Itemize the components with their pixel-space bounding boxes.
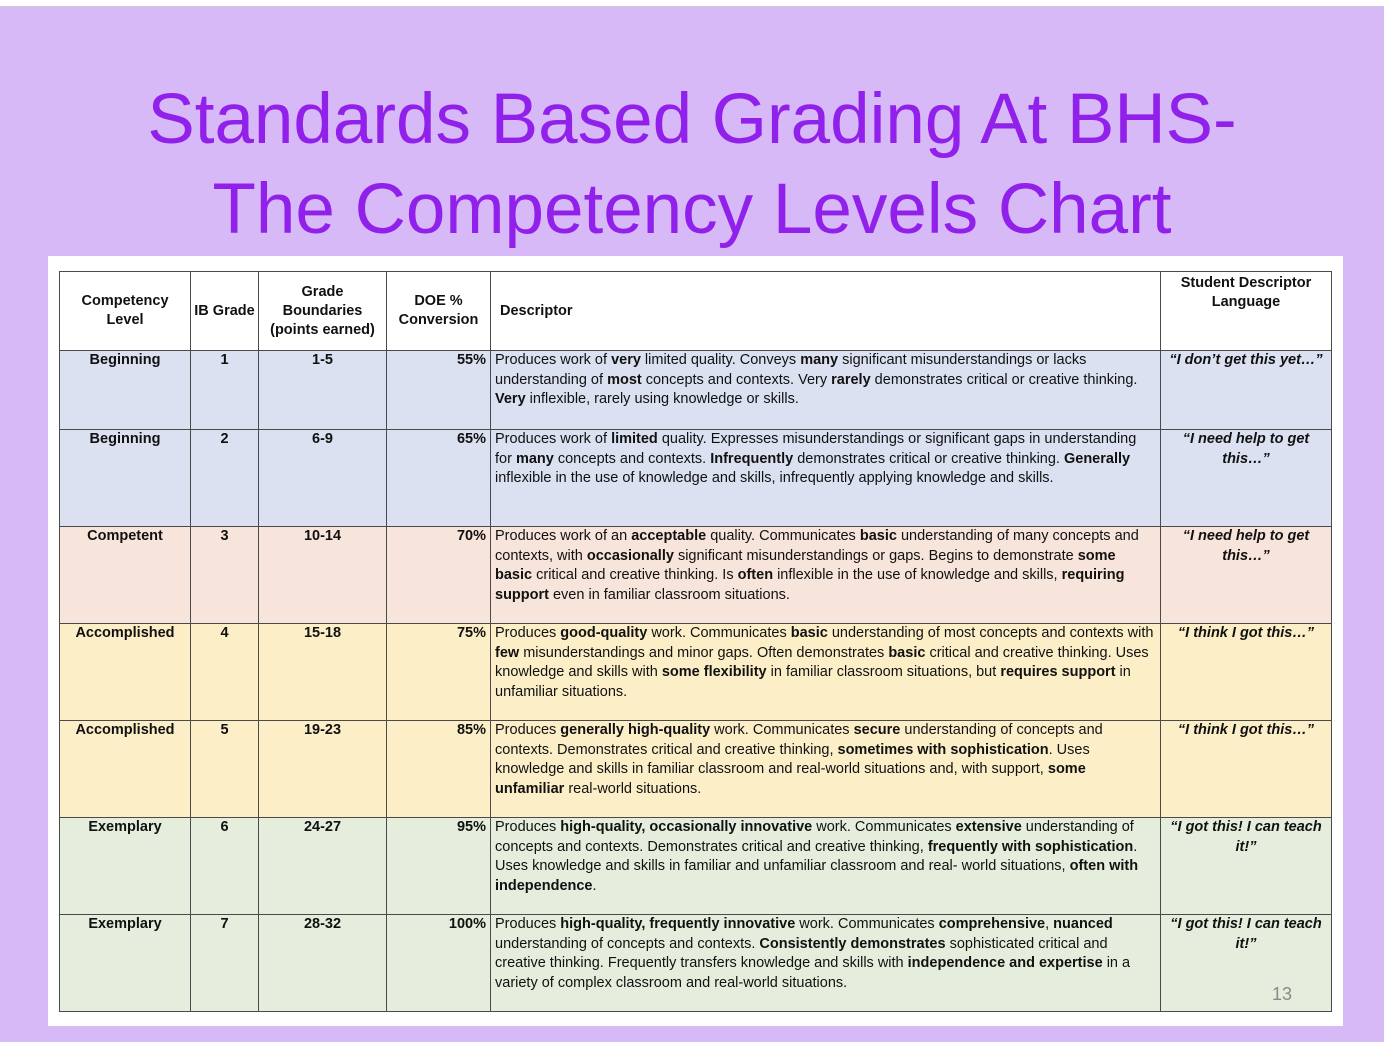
- descriptor-emphasis: frequently with sophistication: [927, 838, 1134, 855]
- descriptor-text: in unfamiliar situations.: [495, 664, 1131, 700]
- grade-boundaries-cell: 10-14: [259, 527, 387, 624]
- descriptor-text: Produces work of: [495, 431, 612, 447]
- descriptor-emphasis: secure: [853, 722, 901, 738]
- grade-boundaries-cell: 15-18: [259, 624, 387, 721]
- descriptor-text: understanding of concepts and contexts.: [495, 935, 760, 952]
- header-ib-grade: IB Grade: [191, 272, 259, 351]
- descriptor-text: Produces: [495, 819, 561, 835]
- descriptor-text: ,: [1045, 916, 1054, 932]
- descriptor-emphasis: often: [737, 567, 774, 584]
- descriptor-emphasis: basic: [859, 528, 897, 544]
- descriptor-emphasis: basic: [790, 625, 828, 641]
- descriptor-text: critical and creative thinking. Uses knowledge and skills with: [495, 644, 1149, 681]
- descriptor-cell: [491, 527, 1161, 624]
- descriptor-emphasis: very: [611, 352, 641, 368]
- doe-conversion-cell: 65%: [387, 430, 491, 527]
- table-header-row: [60, 272, 1332, 351]
- descriptor-text: inflexible in the use of knowledge and skills, infrequently applying knowledge and skills.: [495, 470, 1054, 487]
- doe-conversion-cell: 95%: [387, 818, 491, 915]
- student-descriptor-cell: “I need help to get this…”: [1161, 527, 1332, 624]
- descriptor-text: work. Communicates: [812, 819, 956, 835]
- competency-level-cell: Beginning: [60, 351, 191, 430]
- header-student-descriptor: Student Descriptor Language: [1161, 272, 1332, 351]
- descriptor-text: significant misunderstandings or gaps. Begins to demonstrate: [673, 547, 1078, 564]
- doe-conversion-cell: 70%: [387, 527, 491, 624]
- descriptor-text: sophisticated critical and creative thinking. Frequently transfers knowledge and skills with: [495, 935, 1108, 972]
- descriptor-emphasis: good-quality: [560, 625, 648, 641]
- grade-boundaries-cell: 6-9: [259, 430, 387, 527]
- descriptor-emphasis: basic: [888, 644, 926, 661]
- descriptor-text: significant misunderstandings or lacks understanding of: [495, 352, 1087, 388]
- competency-level-cell: Competent: [60, 527, 191, 624]
- ib-grade-cell: 6: [191, 818, 259, 915]
- slide-title: [0, 75, 1384, 255]
- descriptor-emphasis: Infrequently: [710, 450, 794, 467]
- grade-boundaries-cell: 28-32: [259, 915, 387, 1012]
- header-grade-boundaries: Grade Boundaries (points earned): [259, 272, 387, 351]
- descriptor-emphasis: requires support: [1000, 664, 1116, 681]
- descriptor-emphasis: many: [515, 450, 554, 467]
- descriptor-emphasis: generally high-quality: [560, 722, 711, 738]
- descriptor-text: Produces work of: [495, 352, 612, 368]
- student-descriptor-cell: “I don’t get this yet…”: [1161, 351, 1332, 430]
- table-row: [60, 527, 1332, 624]
- descriptor-emphasis: many: [800, 352, 839, 368]
- descriptor-text: Produces work of an: [495, 528, 632, 544]
- header-descriptor: Descriptor: [491, 272, 1161, 351]
- descriptor-text: in familiar classroom situations, but: [766, 664, 1001, 681]
- student-descriptor-cell: “I think I got this…”: [1161, 721, 1332, 818]
- descriptor-text: work. Communicates: [647, 625, 791, 641]
- descriptor-emphasis: occasionally: [586, 547, 674, 564]
- table-row: [60, 351, 1332, 430]
- competency-level-cell: Exemplary: [60, 818, 191, 915]
- descriptor-emphasis: independence and expertise: [907, 955, 1103, 972]
- descriptor-text: concepts and contexts.: [553, 450, 711, 467]
- header-competency-level: Competency Level: [60, 272, 191, 351]
- ib-grade-cell: 4: [191, 624, 259, 721]
- descriptor-text: demonstrates critical or creative thinking.: [870, 371, 1138, 388]
- descriptor-emphasis: acceptable: [631, 528, 707, 544]
- descriptor-text: understanding of many concepts and contexts, with: [495, 528, 1139, 564]
- descriptor-text: understanding of most concepts and contexts with: [827, 625, 1154, 641]
- student-descriptor-cell: “I got this! I can teach it!”: [1161, 915, 1332, 1012]
- descriptor-text: quality. Expresses misunderstandings or significant gaps in understanding for: [495, 431, 1137, 467]
- descriptor-emphasis: Generally: [1063, 450, 1131, 467]
- descriptor-emphasis: limited: [611, 431, 658, 447]
- descriptor-text: inflexible in the use of knowledge and skills,: [773, 567, 1062, 584]
- doe-conversion-cell: 55%: [387, 351, 491, 430]
- ib-grade-cell: 2: [191, 430, 259, 527]
- descriptor-cell: [491, 430, 1161, 527]
- descriptor-emphasis: Consistently demonstrates: [759, 935, 946, 952]
- descriptor-text: Produces: [495, 625, 561, 641]
- descriptor-emphasis: sometimes with sophistication: [837, 741, 1049, 758]
- descriptor-text: inflexible, rarely using knowledge or skills.: [525, 391, 799, 408]
- descriptor-emphasis: extensive: [955, 819, 1022, 835]
- ib-grade-cell: 3: [191, 527, 259, 624]
- descriptor-text: limited quality. Conveys: [640, 352, 801, 368]
- descriptor-text: work. Communicates: [795, 916, 939, 932]
- descriptor-text: misunderstandings and minor gaps. Often demonstrates: [519, 644, 889, 661]
- descriptor-cell: [491, 351, 1161, 430]
- descriptor-text: . Uses knowledge and skills in familiar and unfamiliar classroom and real- world situations,: [495, 838, 1138, 875]
- descriptor-emphasis: high-quality, occasionally innovative: [560, 819, 813, 835]
- doe-conversion-cell: 85%: [387, 721, 491, 818]
- competency-level-cell: Exemplary: [60, 915, 191, 1012]
- table-row: [60, 430, 1332, 527]
- descriptor-text: Produces: [495, 916, 561, 932]
- title-line-1: Standards Based Grading At BHS-: [147, 80, 1237, 159]
- descriptor-emphasis: comprehensive: [938, 916, 1046, 932]
- descriptor-emphasis: some flexibility: [661, 664, 767, 681]
- descriptor-text: even in familiar classroom situations.: [548, 586, 790, 603]
- descriptor-emphasis: some unfamiliar: [495, 761, 1086, 797]
- table-row: [60, 624, 1332, 721]
- descriptor-text: concepts and contexts. Very: [641, 371, 832, 388]
- descriptor-emphasis: most: [607, 371, 642, 388]
- descriptor-cell: [491, 624, 1161, 721]
- descriptor-text: quality. Communicates: [706, 528, 860, 544]
- descriptor-text: Produces: [495, 722, 561, 738]
- competency-level-cell: Beginning: [60, 430, 191, 527]
- descriptor-emphasis: Very: [495, 391, 526, 408]
- descriptor-cell: [491, 915, 1161, 1012]
- student-descriptor-cell: “I need help to get this…”: [1161, 430, 1332, 527]
- descriptor-emphasis: high-quality, frequently innovative: [560, 916, 796, 932]
- page-number: 13: [1272, 984, 1293, 1004]
- descriptor-text: work. Communicates: [710, 722, 854, 738]
- descriptor-cell: [491, 818, 1161, 915]
- descriptor-emphasis: rarely: [831, 371, 871, 388]
- competency-level-cell: Accomplished: [60, 721, 191, 818]
- doe-conversion-cell: 75%: [387, 624, 491, 721]
- descriptor-text: demonstrates critical or creative thinking.: [793, 450, 1064, 467]
- competency-level-cell: Accomplished: [60, 624, 191, 721]
- ib-grade-cell: 7: [191, 915, 259, 1012]
- descriptor-text: critical and creative thinking. Is: [532, 567, 738, 584]
- descriptor-emphasis: often with independence: [495, 858, 1139, 894]
- descriptor-text: .: [592, 877, 597, 894]
- table-row: [60, 915, 1332, 1012]
- grade-boundaries-cell: 1-5: [259, 351, 387, 430]
- descriptor-text: understanding of concepts and contexts. Demonstrates critical and creative thinking,: [495, 722, 1103, 758]
- descriptor-emphasis: requiring support: [495, 567, 1125, 603]
- table-panel: [48, 256, 1343, 1026]
- ib-grade-cell: 5: [191, 721, 259, 818]
- descriptor-text: . Uses knowledge and skills in familiar classroom and real-world situations and, with support,: [495, 741, 1090, 778]
- descriptor-cell: [491, 721, 1161, 818]
- descriptor-emphasis: some basic: [495, 547, 1116, 584]
- header-doe-conversion: DOE % Conversion: [387, 272, 491, 351]
- doe-conversion-cell: 100%: [387, 915, 491, 1012]
- ib-grade-cell: 1: [191, 351, 259, 430]
- table-row: [60, 818, 1332, 915]
- descriptor-emphasis: few: [495, 644, 520, 661]
- descriptor-emphasis: nuanced: [1053, 916, 1113, 932]
- grade-boundaries-cell: 19-23: [259, 721, 387, 818]
- title-line-2: The Competency Levels Chart: [212, 170, 1172, 249]
- grade-boundaries-cell: 24-27: [259, 818, 387, 915]
- student-descriptor-cell: “I got this! I can teach it!”: [1161, 818, 1332, 915]
- competency-levels-table: [59, 271, 1332, 1012]
- table-row: [60, 721, 1332, 818]
- student-descriptor-cell: “I think I got this…”: [1161, 624, 1332, 721]
- descriptor-text: in a variety of complex classroom and real-world situations.: [495, 955, 1131, 991]
- descriptor-text: real-world situations.: [564, 780, 702, 797]
- descriptor-text: understanding of concepts and contexts. Demonstrates critical and creative thinking,: [495, 819, 1134, 855]
